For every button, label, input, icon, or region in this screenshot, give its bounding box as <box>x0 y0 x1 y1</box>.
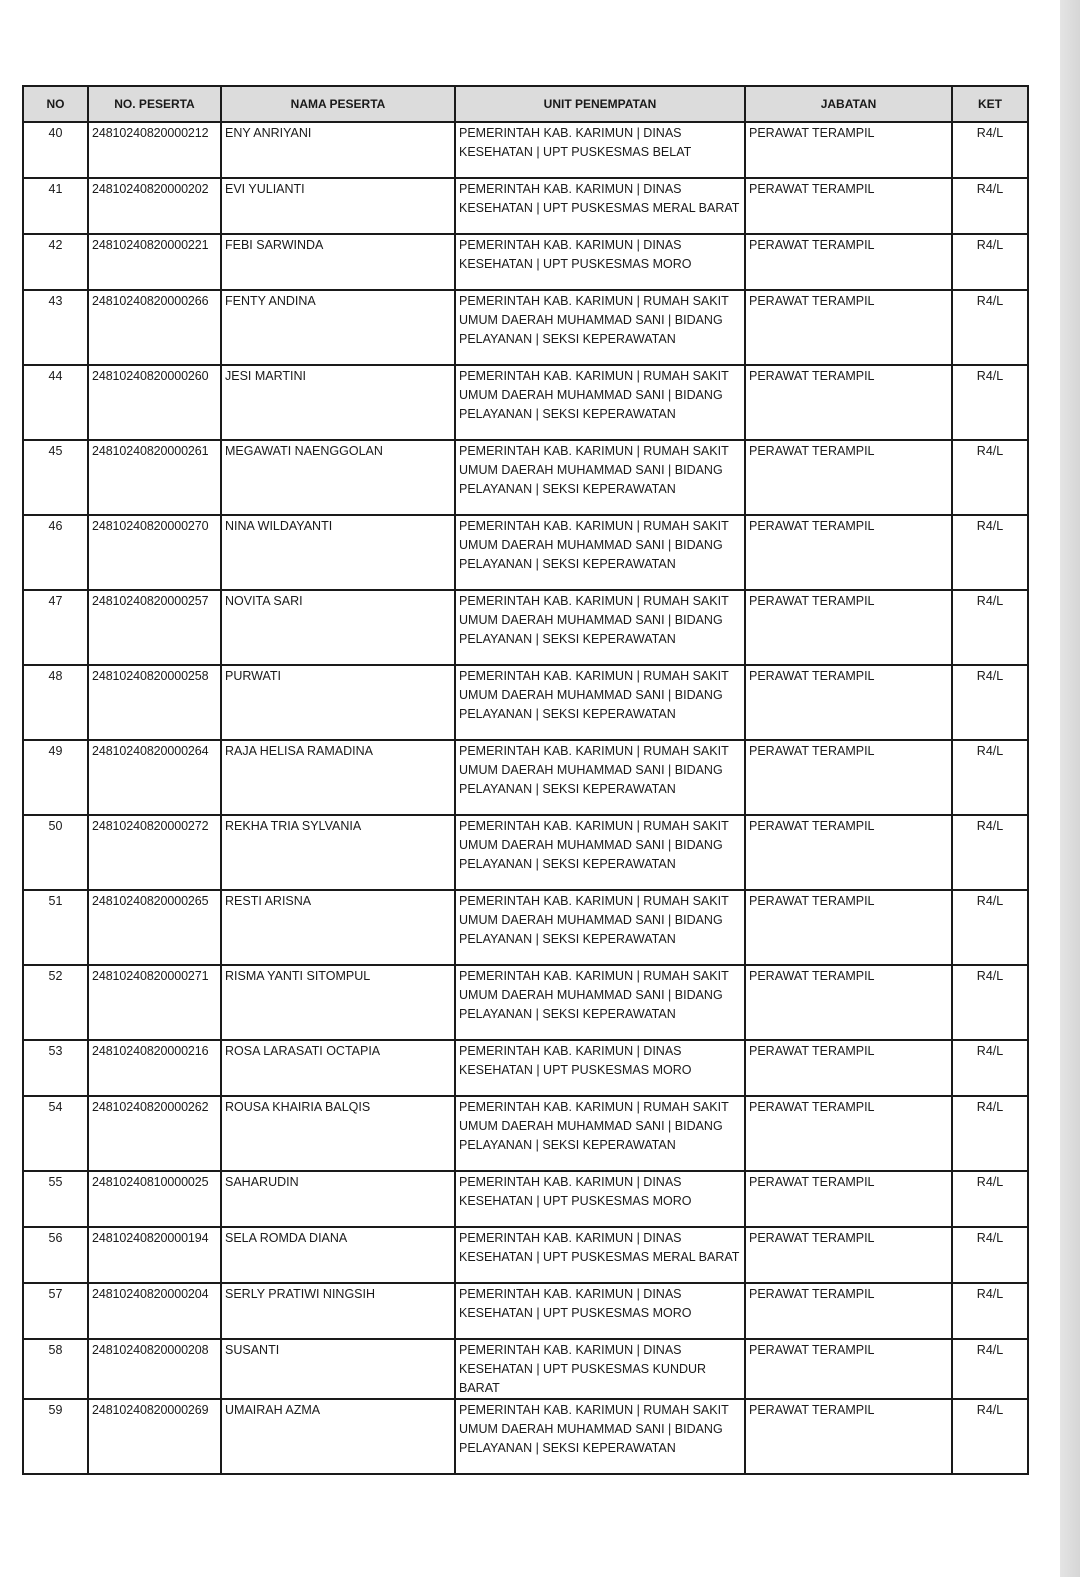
cell-no-peserta: 24810240820000271 <box>88 965 221 1040</box>
table-row <box>23 1171 1028 1227</box>
participant-table <box>22 85 1029 1475</box>
cell-ket: R4/L <box>952 1171 1028 1227</box>
cell-unit: PEMERINTAH KAB. KARIMUN | RUMAH SAKIT UMUM DAERAH MUHAMMAD SANI | BIDANG PELAYANAN | SEKSI KEPERAWATAN <box>455 815 745 890</box>
cell-no-peserta: 24810240810000025 <box>88 1171 221 1227</box>
cell-jabatan: PERAWAT TERAMPIL <box>745 440 952 515</box>
cell-jabatan: PERAWAT TERAMPIL <box>745 890 952 965</box>
table-row <box>23 1227 1028 1283</box>
cell-no-peserta: 24810240820000272 <box>88 815 221 890</box>
cell-nama: FEBI SARWINDA <box>221 234 455 290</box>
cell-ket: R4/L <box>952 122 1028 178</box>
header-nama-peserta: NAMA PESERTA <box>221 86 455 122</box>
table-header-row <box>23 86 1028 122</box>
cell-unit: PEMERINTAH KAB. KARIMUN | RUMAH SAKIT UMUM DAERAH MUHAMMAD SANI | BIDANG PELAYANAN | SEKSI KEPERAWATAN <box>455 1096 745 1171</box>
cell-nama: PURWATI <box>221 665 455 740</box>
table-row <box>23 1096 1028 1171</box>
table-row <box>23 234 1028 290</box>
cell-nama: FENTY ANDINA <box>221 290 455 365</box>
cell-no-peserta: 24810240820000208 <box>88 1339 221 1399</box>
cell-no: 56 <box>23 1227 88 1283</box>
cell-nama: ROSA LARASATI OCTAPIA <box>221 1040 455 1096</box>
cell-no: 58 <box>23 1339 88 1399</box>
cell-nama: SERLY PRATIWI NINGSIH <box>221 1283 455 1339</box>
cell-unit: PEMERINTAH KAB. KARIMUN | RUMAH SAKIT UMUM DAERAH MUHAMMAD SANI | BIDANG PELAYANAN | SEKSI KEPERAWATAN <box>455 1399 745 1474</box>
cell-ket: R4/L <box>952 965 1028 1040</box>
cell-ket: R4/L <box>952 740 1028 815</box>
cell-no-peserta: 24810240820000257 <box>88 590 221 665</box>
cell-unit: PEMERINTAH KAB. KARIMUN | DINAS KESEHATAN | UPT PUSKESMAS MERAL BARAT <box>455 178 745 234</box>
cell-no-peserta: 24810240820000258 <box>88 665 221 740</box>
cell-unit: PEMERINTAH KAB. KARIMUN | DINAS KESEHATAN | UPT PUSKESMAS BELAT <box>455 122 745 178</box>
cell-ket: R4/L <box>952 178 1028 234</box>
cell-nama: RISMA YANTI SITOMPUL <box>221 965 455 1040</box>
cell-ket: R4/L <box>952 440 1028 515</box>
table-row <box>23 440 1028 515</box>
cell-no: 49 <box>23 740 88 815</box>
table-row <box>23 1040 1028 1096</box>
cell-unit: PEMERINTAH KAB. KARIMUN | RUMAH SAKIT UMUM DAERAH MUHAMMAD SANI | BIDANG PELAYANAN | SEKSI KEPERAWATAN <box>455 965 745 1040</box>
table-row <box>23 740 1028 815</box>
cell-nama: EVI YULIANTI <box>221 178 455 234</box>
table-row <box>23 815 1028 890</box>
cell-no: 57 <box>23 1283 88 1339</box>
cell-no: 47 <box>23 590 88 665</box>
table-row <box>23 515 1028 590</box>
cell-unit: PEMERINTAH KAB. KARIMUN | DINAS KESEHATAN | UPT PUSKESMAS MORO <box>455 1171 745 1227</box>
header-no: NO <box>23 86 88 122</box>
cell-ket: R4/L <box>952 815 1028 890</box>
cell-no-peserta: 24810240820000264 <box>88 740 221 815</box>
cell-nama: MEGAWATI NAENGGOLAN <box>221 440 455 515</box>
header-ket: KET <box>952 86 1028 122</box>
cell-no: 43 <box>23 290 88 365</box>
table-row <box>23 665 1028 740</box>
cell-no-peserta: 24810240820000212 <box>88 122 221 178</box>
table-row <box>23 1339 1028 1399</box>
cell-unit: PEMERINTAH KAB. KARIMUN | DINAS KESEHATAN | UPT PUSKESMAS MORO <box>455 1283 745 1339</box>
cell-no: 45 <box>23 440 88 515</box>
cell-ket: R4/L <box>952 365 1028 440</box>
cell-jabatan: PERAWAT TERAMPIL <box>745 965 952 1040</box>
cell-nama: ROUSA KHAIRIA BALQIS <box>221 1096 455 1171</box>
cell-ket: R4/L <box>952 290 1028 365</box>
cell-nama: NINA WILDAYANTI <box>221 515 455 590</box>
cell-no-peserta: 24810240820000204 <box>88 1283 221 1339</box>
cell-jabatan: PERAWAT TERAMPIL <box>745 122 952 178</box>
cell-ket: R4/L <box>952 1096 1028 1171</box>
cell-unit: PEMERINTAH KAB. KARIMUN | RUMAH SAKIT UMUM DAERAH MUHAMMAD SANI | BIDANG PELAYANAN | SEKSI KEPERAWATAN <box>455 740 745 815</box>
cell-no-peserta: 24810240820000216 <box>88 1040 221 1096</box>
cell-no: 54 <box>23 1096 88 1171</box>
cell-no: 48 <box>23 665 88 740</box>
cell-no-peserta: 24810240820000221 <box>88 234 221 290</box>
cell-jabatan: PERAWAT TERAMPIL <box>745 1283 952 1339</box>
cell-jabatan: PERAWAT TERAMPIL <box>745 590 952 665</box>
table-row <box>23 890 1028 965</box>
cell-nama: RESTI ARISNA <box>221 890 455 965</box>
cell-no: 46 <box>23 515 88 590</box>
cell-jabatan: PERAWAT TERAMPIL <box>745 1096 952 1171</box>
cell-no: 40 <box>23 122 88 178</box>
cell-jabatan: PERAWAT TERAMPIL <box>745 1040 952 1096</box>
page-edge-shadow <box>1060 0 1080 1577</box>
table-row <box>23 1283 1028 1339</box>
cell-no: 44 <box>23 365 88 440</box>
cell-ket: R4/L <box>952 890 1028 965</box>
table-row <box>23 965 1028 1040</box>
cell-no-peserta: 24810240820000270 <box>88 515 221 590</box>
cell-ket: R4/L <box>952 1227 1028 1283</box>
cell-nama: UMAIRAH AZMA <box>221 1399 455 1474</box>
cell-nama: SAHARUDIN <box>221 1171 455 1227</box>
cell-ket: R4/L <box>952 1399 1028 1474</box>
cell-no: 50 <box>23 815 88 890</box>
cell-no-peserta: 24810240820000194 <box>88 1227 221 1283</box>
header-no-peserta: NO. PESERTA <box>88 86 221 122</box>
table-row <box>23 122 1028 178</box>
cell-unit: PEMERINTAH KAB. KARIMUN | DINAS KESEHATAN | UPT PUSKESMAS MORO <box>455 234 745 290</box>
table-body <box>23 122 1028 1474</box>
cell-no-peserta: 24810240820000265 <box>88 890 221 965</box>
table-row <box>23 365 1028 440</box>
cell-jabatan: PERAWAT TERAMPIL <box>745 365 952 440</box>
cell-nama: RAJA HELISA RAMADINA <box>221 740 455 815</box>
cell-no-peserta: 24810240820000269 <box>88 1399 221 1474</box>
cell-ket: R4/L <box>952 1283 1028 1339</box>
cell-unit: PEMERINTAH KAB. KARIMUN | RUMAH SAKIT UMUM DAERAH MUHAMMAD SANI | BIDANG PELAYANAN | SEKSI KEPERAWATAN <box>455 440 745 515</box>
cell-jabatan: PERAWAT TERAMPIL <box>745 178 952 234</box>
cell-unit: PEMERINTAH KAB. KARIMUN | DINAS KESEHATAN | UPT PUSKESMAS MORO <box>455 1040 745 1096</box>
table-row <box>23 178 1028 234</box>
table-row <box>23 1399 1028 1474</box>
cell-ket: R4/L <box>952 515 1028 590</box>
cell-no-peserta: 24810240820000260 <box>88 365 221 440</box>
cell-jabatan: PERAWAT TERAMPIL <box>745 740 952 815</box>
cell-no-peserta: 24810240820000266 <box>88 290 221 365</box>
cell-unit: PEMERINTAH KAB. KARIMUN | RUMAH SAKIT UMUM DAERAH MUHAMMAD SANI | BIDANG PELAYANAN | SEKSI KEPERAWATAN <box>455 590 745 665</box>
header-unit-penempatan: UNIT PENEMPATAN <box>455 86 745 122</box>
cell-no: 53 <box>23 1040 88 1096</box>
cell-no-peserta: 24810240820000261 <box>88 440 221 515</box>
cell-ket: R4/L <box>952 234 1028 290</box>
cell-ket: R4/L <box>952 1339 1028 1399</box>
cell-no: 41 <box>23 178 88 234</box>
cell-unit: PEMERINTAH KAB. KARIMUN | DINAS KESEHATAN | UPT PUSKESMAS MERAL BARAT <box>455 1227 745 1283</box>
cell-ket: R4/L <box>952 665 1028 740</box>
cell-unit: PEMERINTAH KAB. KARIMUN | RUMAH SAKIT UMUM DAERAH MUHAMMAD SANI | BIDANG PELAYANAN | SEKSI KEPERAWATAN <box>455 515 745 590</box>
cell-jabatan: PERAWAT TERAMPIL <box>745 1171 952 1227</box>
cell-jabatan: PERAWAT TERAMPIL <box>745 665 952 740</box>
cell-jabatan: PERAWAT TERAMPIL <box>745 1339 952 1399</box>
cell-jabatan: PERAWAT TERAMPIL <box>745 234 952 290</box>
cell-ket: R4/L <box>952 590 1028 665</box>
table-row <box>23 290 1028 365</box>
cell-nama: SELA ROMDA DIANA <box>221 1227 455 1283</box>
cell-unit: PEMERINTAH KAB. KARIMUN | RUMAH SAKIT UMUM DAERAH MUHAMMAD SANI | BIDANG PELAYANAN | SEKSI KEPERAWATAN <box>455 290 745 365</box>
cell-no-peserta: 24810240820000202 <box>88 178 221 234</box>
cell-jabatan: PERAWAT TERAMPIL <box>745 290 952 365</box>
cell-jabatan: PERAWAT TERAMPIL <box>745 815 952 890</box>
cell-no: 59 <box>23 1399 88 1474</box>
cell-nama: SUSANTI <box>221 1339 455 1399</box>
cell-ket: R4/L <box>952 1040 1028 1096</box>
cell-jabatan: PERAWAT TERAMPIL <box>745 1227 952 1283</box>
cell-no-peserta: 24810240820000262 <box>88 1096 221 1171</box>
cell-unit: PEMERINTAH KAB. KARIMUN | DINAS KESEHATAN | UPT PUSKESMAS KUNDUR BARAT <box>455 1339 745 1399</box>
cell-nama: JESI MARTINI <box>221 365 455 440</box>
cell-no: 42 <box>23 234 88 290</box>
cell-nama: NOVITA SARI <box>221 590 455 665</box>
cell-nama: REKHA TRIA SYLVANIA <box>221 815 455 890</box>
cell-unit: PEMERINTAH KAB. KARIMUN | RUMAH SAKIT UMUM DAERAH MUHAMMAD SANI | BIDANG PELAYANAN | SEKSI KEPERAWATAN <box>455 665 745 740</box>
cell-unit: PEMERINTAH KAB. KARIMUN | RUMAH SAKIT UMUM DAERAH MUHAMMAD SANI | BIDANG PELAYANAN | SEKSI KEPERAWATAN <box>455 365 745 440</box>
table-row <box>23 590 1028 665</box>
cell-jabatan: PERAWAT TERAMPIL <box>745 1399 952 1474</box>
cell-unit: PEMERINTAH KAB. KARIMUN | RUMAH SAKIT UMUM DAERAH MUHAMMAD SANI | BIDANG PELAYANAN | SEKSI KEPERAWATAN <box>455 890 745 965</box>
cell-nama: ENY ANRIYANI <box>221 122 455 178</box>
header-jabatan: JABATAN <box>745 86 952 122</box>
cell-jabatan: PERAWAT TERAMPIL <box>745 515 952 590</box>
cell-no: 55 <box>23 1171 88 1227</box>
cell-no: 52 <box>23 965 88 1040</box>
cell-no: 51 <box>23 890 88 965</box>
